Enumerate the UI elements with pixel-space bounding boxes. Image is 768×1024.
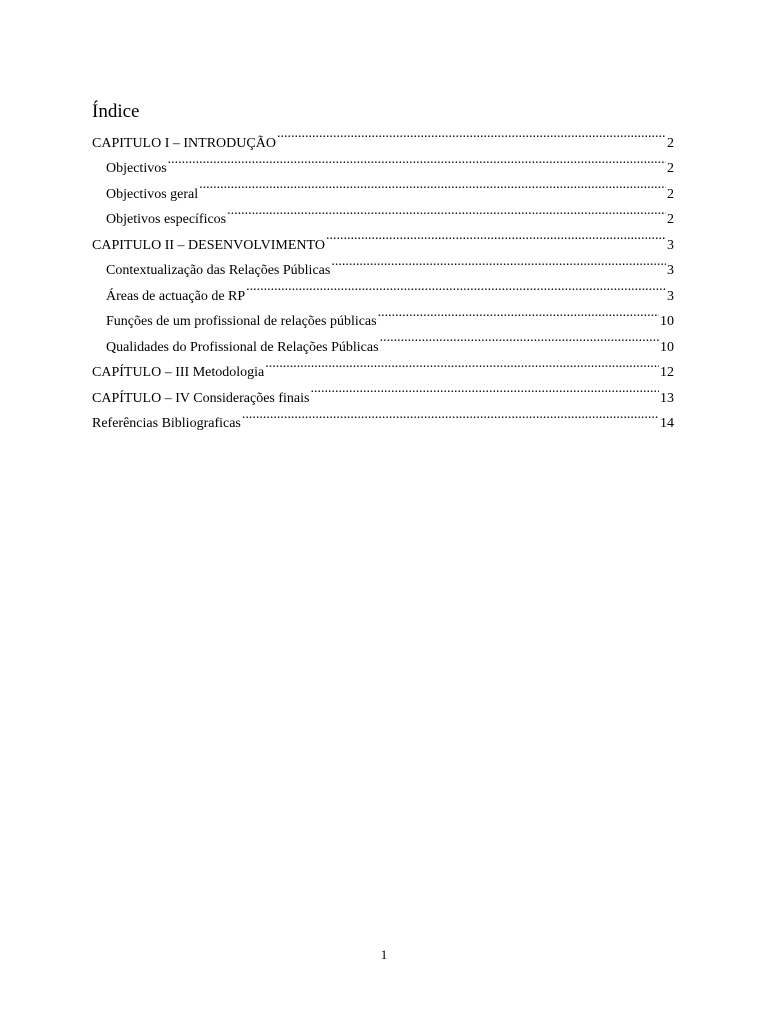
toc-entry-page-number[interactable]: 14	[660, 416, 674, 431]
toc-dot-leader	[277, 121, 666, 147]
toc-entry-page-number[interactable]: 13	[660, 390, 674, 406]
footer-page-number: 1	[380, 947, 388, 962]
toc-entry-chapter-1[interactable]	[92, 121, 674, 151]
toc-entry-page-number[interactable]: 10	[660, 339, 674, 355]
toc-entry-label[interactable]: Contextualização das Relações Públicas	[106, 263, 331, 278]
toc-entry-label[interactable]: Referências Bibliograficas	[92, 416, 241, 431]
toc-entry-label[interactable]: CAPITULO II – DESENVOLVIMENTO	[92, 237, 325, 253]
toc-dot-leader	[168, 147, 666, 173]
toc-dot-leader	[380, 325, 659, 351]
toc-entry-label[interactable]: Objetivos específicos	[106, 212, 227, 227]
toc-dot-leader	[311, 376, 660, 402]
toc-entry-page-number[interactable]: 10	[660, 314, 674, 329]
toc-dot-leader	[378, 300, 659, 326]
page-title: Índice	[92, 101, 140, 122]
toc-entry-label[interactable]: CAPITULO I – INTRODUÇÃO	[92, 135, 276, 151]
toc-entry-label[interactable]: CAPÍTULO – III Metodologia	[92, 365, 265, 380]
toc-entry-page-number[interactable]: 3	[667, 288, 674, 304]
toc-dot-leader	[199, 172, 666, 198]
toc-entry-objectivos[interactable]	[92, 147, 674, 176]
toc-dot-leader	[246, 274, 666, 300]
toc-entry-label[interactable]: Funções de um profissional de relações públicas	[106, 314, 377, 329]
toc-entry-label[interactable]: Áreas de actuação de RP	[106, 288, 246, 304]
toc-dot-leader	[326, 223, 666, 249]
toc-entry-label[interactable]: Objectivos	[106, 161, 167, 176]
toc-entry-label[interactable]: Qualidades do Profissional de Relações Públicas	[106, 339, 379, 355]
toc-entry-objectivos-geral[interactable]	[92, 172, 674, 202]
toc-entry-page-number[interactable]: 3	[667, 263, 674, 278]
toc-entry-page-number[interactable]: 3	[667, 237, 674, 253]
toc-dot-leader	[242, 402, 659, 428]
toc-dot-leader	[227, 198, 666, 224]
toc-dot-leader	[265, 351, 659, 377]
toc-entry-page-number[interactable]: 2	[667, 135, 674, 151]
toc-entry-label[interactable]: Objectivos geral	[106, 186, 199, 202]
toc-entry-page-number[interactable]: 12	[660, 365, 674, 380]
toc-entry-page-number[interactable]: 2	[667, 186, 674, 202]
toc-dot-leader	[331, 249, 666, 275]
toc-entry-page-number[interactable]: 2	[667, 212, 674, 227]
table-of-contents	[92, 121, 674, 431]
toc-entry-page-number[interactable]: 2	[667, 161, 674, 176]
toc-entry-label[interactable]: CAPÍTULO – IV Considerações finais	[92, 390, 310, 406]
